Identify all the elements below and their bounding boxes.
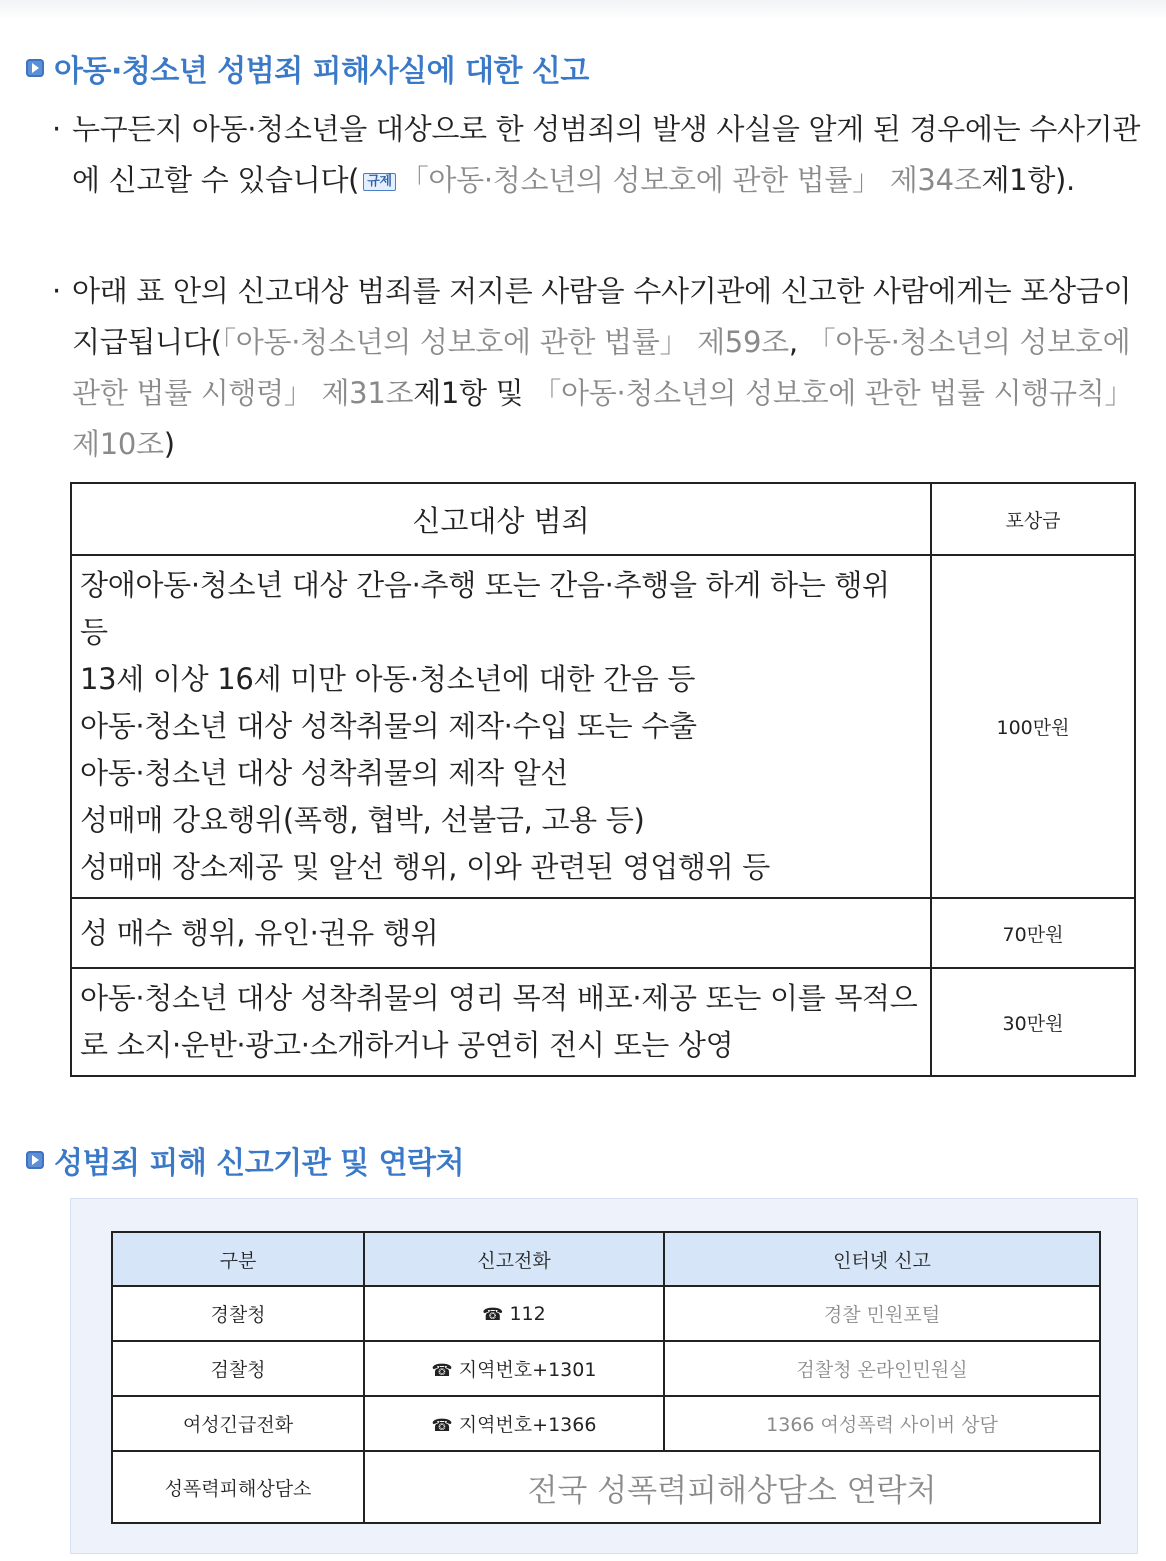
bullet: · [52, 274, 61, 308]
contact-table [111, 1231, 1101, 1524]
play-bullet-icon [26, 1151, 44, 1169]
phone-number: 지역번호+1366 [458, 1414, 597, 1436]
table-row [112, 1341, 1100, 1396]
paragraph-text [72, 104, 1152, 206]
top-band [0, 0, 1166, 20]
section-heading: 아동·청소년 성범죄 피해사실에 대한 신고 [54, 54, 589, 89]
crime-item: 아동·청소년 대상 성착취물의 영리 목적 배포·제공 또는 이를 목적으로 소지·운반·광고·소개하거나 공연히 전시 또는 상영 [80, 981, 918, 1062]
header-phone: 신고전화 [364, 1232, 664, 1286]
phone-number: 지역번호+1301 [458, 1359, 597, 1381]
section-title-contacts [26, 1138, 464, 1182]
table-row [112, 1286, 1100, 1341]
phone-cell[interactable] [364, 1396, 664, 1451]
regulation-badge-icon[interactable]: 규제 [363, 173, 396, 191]
phone-icon: ☎ [482, 1304, 504, 1325]
online-report-link[interactable]: 경찰 민원포털 [664, 1286, 1100, 1341]
reward-table [70, 482, 1136, 1077]
crime-item: 성매매 강요행위(폭행, 협박, 선불금, 고용 등) [80, 803, 645, 837]
text-segment: 제1항 및 [413, 376, 533, 410]
counseling-center-link[interactable]: 전국 성폭력피해상담소 연락처 [364, 1451, 1100, 1523]
law-link[interactable]: 「아동·청소년의 성보호에 관한 법률 시행령」 제31조 [72, 325, 1131, 410]
org-name: 경찰청 [112, 1286, 364, 1341]
crime-item: 13세 이상 16세 미만 아동·청소년에 대한 간음 등 [80, 662, 696, 696]
crime-cell [71, 968, 931, 1076]
org-name: 검찰청 [112, 1341, 364, 1396]
header-reward: 포상금 [931, 483, 1135, 555]
phone-cell[interactable] [364, 1341, 664, 1396]
header-category: 구분 [112, 1232, 364, 1286]
table-row [71, 555, 1135, 898]
header-online: 인터넷 신고 [664, 1232, 1100, 1286]
table-header-row [112, 1232, 1100, 1286]
text-segment: , [788, 325, 807, 359]
crime-item: 아동·청소년 대상 성착취물의 제작 알선 [80, 756, 569, 790]
phone-cell[interactable] [364, 1286, 664, 1341]
phone-icon: ☎ [431, 1361, 453, 1381]
crime-item: 성 매수 행위, 유인·권유 행위 [80, 915, 439, 950]
paragraph-text [72, 266, 1152, 470]
section-title-report [26, 46, 589, 90]
paragraph-report-right [52, 104, 1152, 206]
crime-item: 아동·청소년 대상 성착취물의 제작·수입 또는 수출 [80, 709, 697, 743]
org-name: 성폭력피해상담소 [112, 1451, 364, 1523]
text-segment: 누구든지 아동·청소년을 대상으로 한 성범죄의 발생 사실을 알게 된 경우에는 수사기관에 신고할 수 있습니다( [72, 112, 1141, 197]
crime-cell [71, 555, 931, 898]
law-link[interactable]: 「아동·청소년의 성보호에 관한 법률」 제59조 [221, 325, 789, 359]
org-name: 여성긴급전화 [112, 1396, 364, 1451]
reward-amount: 70만원 [931, 898, 1135, 968]
online-report-link[interactable]: 1366 여성폭력 사이버 상담 [664, 1396, 1100, 1451]
header-crime: 신고대상 범죄 [71, 483, 931, 555]
text-segment: 아래 표 안의 신고대상 범죄를 저지른 사람을 수사기관에 신고한 사람에게는 포상금이 지급됩니다( [72, 274, 1132, 359]
table-row [112, 1451, 1100, 1523]
phone-icon: ☎ [431, 1416, 453, 1436]
table-header-row [71, 483, 1135, 555]
reward-amount: 100만원 [931, 555, 1135, 898]
online-report-link[interactable]: 검찰청 온라인민원실 [664, 1341, 1100, 1396]
law-link[interactable]: 「아동·청소년의 성보호에 관한 법률」 제34조 [399, 163, 982, 197]
bullet: · [52, 112, 61, 146]
paragraph-reward [52, 266, 1152, 470]
phone-number: 112 [509, 1302, 546, 1325]
table-row [71, 898, 1135, 968]
crime-item: 장애아동·청소년 대상 간음·추행 또는 간음·추행을 하게 하는 행위 등 [80, 568, 890, 649]
crime-cell [71, 898, 931, 968]
table-row [112, 1396, 1100, 1451]
crime-item: 성매매 장소제공 및 알선 행위, 이와 관련된 영업행위 등 [80, 850, 770, 884]
section-heading: 성범죄 피해 신고기관 및 연락처 [54, 1146, 465, 1181]
law-link[interactable]: 「아동·청소년의 성보호에 관한 법률 시행규칙」 제10조 [72, 376, 1134, 461]
reward-amount: 30만원 [931, 968, 1135, 1076]
play-bullet-icon [26, 59, 44, 77]
text-segment: 제1항). [981, 163, 1075, 197]
text-segment: ) [163, 427, 175, 461]
contact-box [70, 1198, 1138, 1554]
table-row [71, 968, 1135, 1076]
